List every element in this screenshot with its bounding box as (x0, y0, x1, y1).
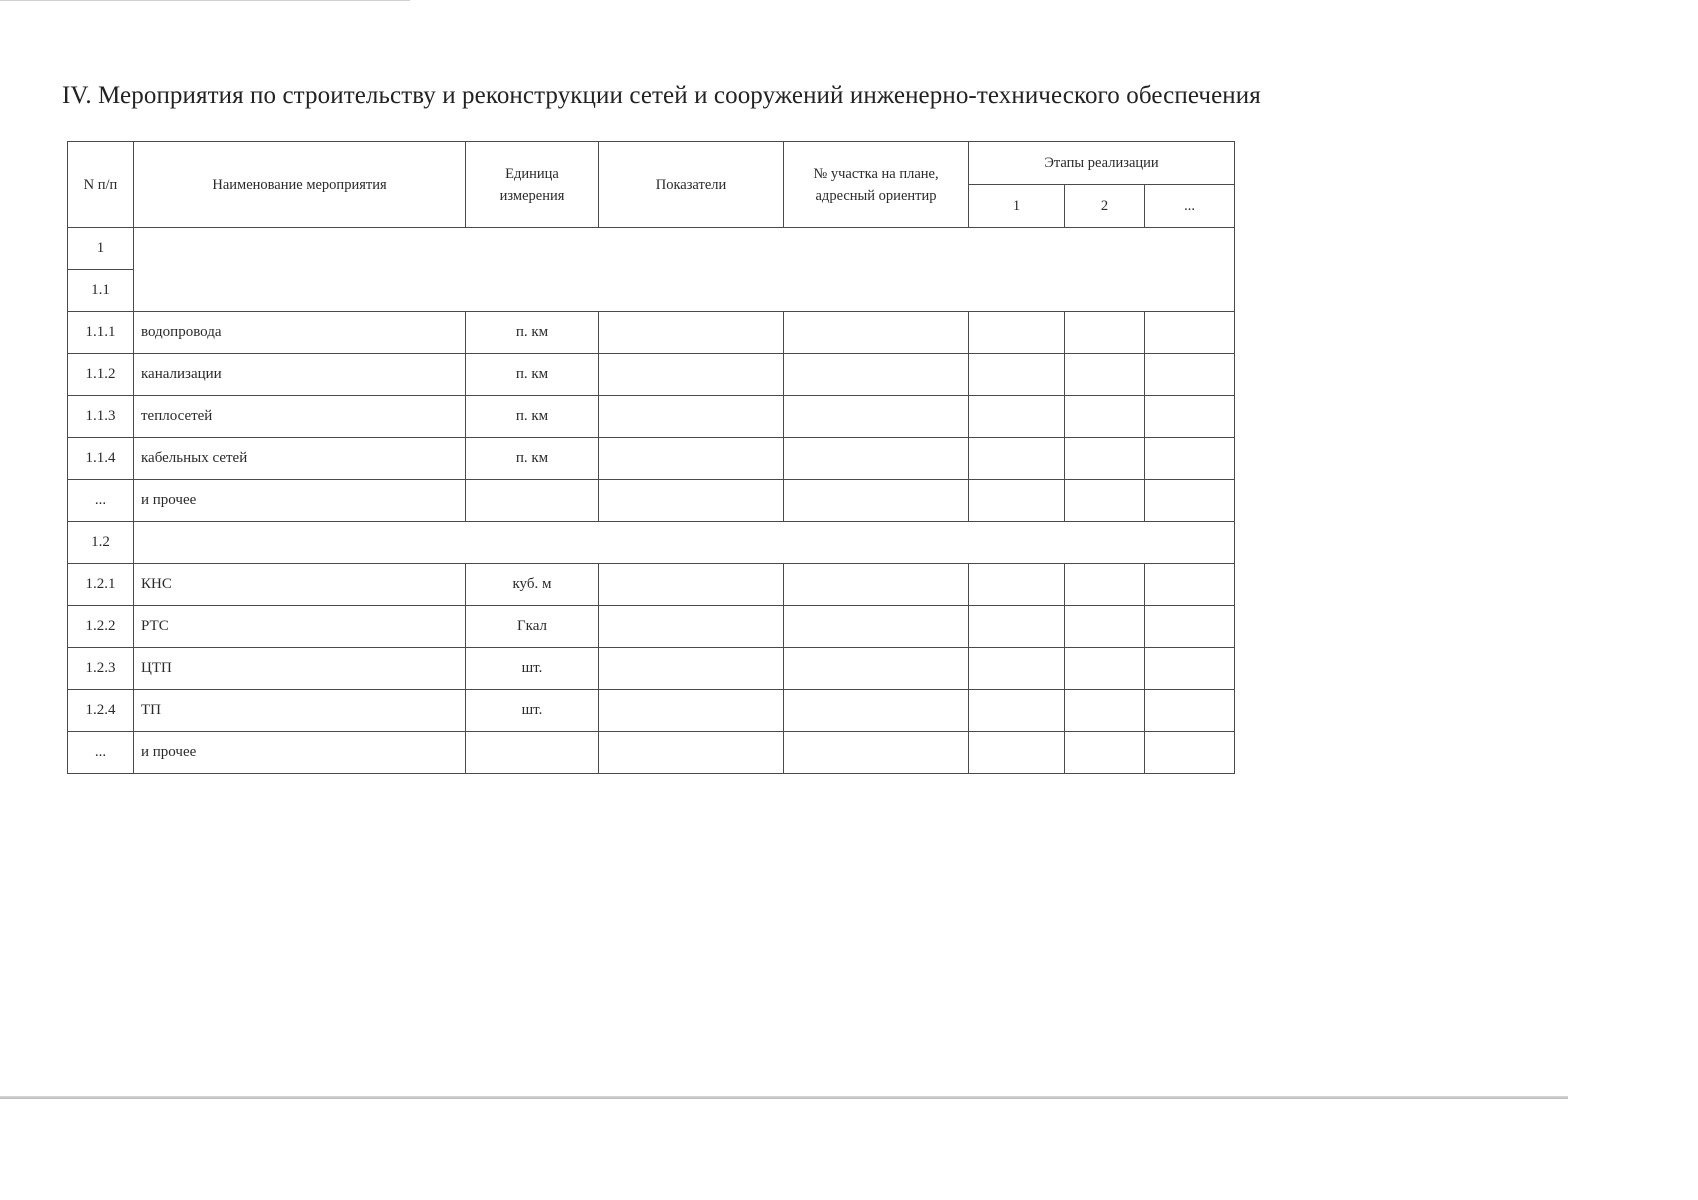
table-row (68, 690, 1235, 732)
header-indicators: Показатели (599, 142, 784, 228)
row-plot-cell (784, 312, 969, 354)
row-indicators-cell (599, 480, 784, 522)
row-num: 1.2.2 (68, 606, 134, 648)
row-stage2-cell (1065, 564, 1145, 606)
table-row (68, 438, 1235, 480)
row-stage2-cell (1065, 606, 1145, 648)
row-num: 1.2.3 (68, 648, 134, 690)
row-name: канализации (134, 354, 466, 396)
row-unit (466, 732, 599, 774)
row-unit: шт. (466, 648, 599, 690)
section-row (68, 228, 1235, 270)
table-row (68, 648, 1235, 690)
measures-table (67, 141, 1235, 774)
row-name: кабельных сетей (134, 438, 466, 480)
section-blank (134, 522, 1235, 564)
row-indicators-cell (599, 396, 784, 438)
row-num: ... (68, 732, 134, 774)
row-indicators-cell (599, 438, 784, 480)
table-row (68, 312, 1235, 354)
row-plot-cell (784, 606, 969, 648)
row-stage2-cell (1065, 312, 1145, 354)
row-stage1-cell (969, 732, 1065, 774)
row-num: 1.1.1 (68, 312, 134, 354)
header-unit-line2: измерения (499, 187, 565, 204)
row-stage-more-cell (1145, 396, 1235, 438)
row-unit: п. км (466, 354, 599, 396)
header-unit-line1: Единица (505, 165, 559, 182)
table-row (68, 396, 1235, 438)
row-stage2-cell (1065, 396, 1145, 438)
row-num: 1.2.4 (68, 690, 134, 732)
row-name: КНС (134, 564, 466, 606)
row-stage-more-cell (1145, 312, 1235, 354)
row-stage1-cell (969, 606, 1065, 648)
row-unit (466, 480, 599, 522)
row-name: РТС (134, 606, 466, 648)
row-stage-more-cell (1145, 564, 1235, 606)
row-name: ЦТП (134, 648, 466, 690)
header-unit (466, 142, 599, 228)
row-num: ... (68, 480, 134, 522)
row-plot-cell (784, 690, 969, 732)
row-num: 1.1.3 (68, 396, 134, 438)
row-stage2-cell (1065, 438, 1145, 480)
row-indicators-cell (599, 690, 784, 732)
scan-edge-top (0, 0, 410, 1)
row-stage-more-cell (1145, 480, 1235, 522)
row-name: и прочее (134, 480, 466, 522)
row-plot-cell (784, 480, 969, 522)
header-num: N п/п (68, 142, 134, 228)
section-num: 1.2 (68, 522, 134, 564)
row-name: водопровода (134, 312, 466, 354)
scan-edge-bottom (0, 1096, 1568, 1099)
row-stage-more-cell (1145, 732, 1235, 774)
row-unit: шт. (466, 690, 599, 732)
row-stage1-cell (969, 648, 1065, 690)
table-row (68, 564, 1235, 606)
row-unit: п. км (466, 312, 599, 354)
row-stage1-cell (969, 312, 1065, 354)
row-stage2-cell (1065, 480, 1145, 522)
row-num: 1.2.1 (68, 564, 134, 606)
header-plot-line1: № участка на плане, (813, 165, 939, 182)
header-plot (784, 142, 969, 228)
row-stage2-cell (1065, 354, 1145, 396)
row-name: ТП (134, 690, 466, 732)
row-stage2-cell (1065, 690, 1145, 732)
row-indicators-cell (599, 354, 784, 396)
row-indicators-cell (599, 606, 784, 648)
header-row (68, 142, 1235, 185)
row-stage1-cell (969, 564, 1065, 606)
table-row (68, 354, 1235, 396)
row-stage1-cell (969, 690, 1065, 732)
row-plot-cell (784, 648, 969, 690)
row-indicators-cell (599, 732, 784, 774)
row-plot-cell (784, 396, 969, 438)
row-num: 1.1.4 (68, 438, 134, 480)
header-stages: Этапы реализации (969, 142, 1235, 185)
row-plot-cell (784, 564, 969, 606)
table-row (68, 606, 1235, 648)
table-row (68, 732, 1235, 774)
row-indicators-cell (599, 648, 784, 690)
header-name: Наименование мероприятия (134, 142, 466, 228)
row-unit: п. км (466, 438, 599, 480)
header-stage-more: ... (1145, 185, 1235, 228)
row-unit: куб. м (466, 564, 599, 606)
row-indicators-cell (599, 312, 784, 354)
header-plot-line2: адресный ориентир (815, 187, 937, 204)
row-indicators-cell (599, 564, 784, 606)
row-stage1-cell (969, 438, 1065, 480)
header-stage-1: 1 (969, 185, 1065, 228)
row-name: и прочее (134, 732, 466, 774)
page-title: IV. Мероприятия по строительству и реконструкции сетей и сооружений инженерно-технического обеспечения (62, 82, 1261, 109)
row-stage-more-cell (1145, 606, 1235, 648)
table-row (68, 480, 1235, 522)
section-blank (134, 228, 1235, 312)
row-unit: п. км (466, 396, 599, 438)
row-unit: Гкал (466, 606, 599, 648)
section-num: 1 (68, 228, 134, 270)
row-stage1-cell (969, 396, 1065, 438)
row-plot-cell (784, 732, 969, 774)
row-num: 1.1.2 (68, 354, 134, 396)
header-stage-2: 2 (1065, 185, 1145, 228)
row-stage-more-cell (1145, 438, 1235, 480)
row-stage-more-cell (1145, 690, 1235, 732)
row-stage-more-cell (1145, 354, 1235, 396)
row-plot-cell (784, 354, 969, 396)
row-plot-cell (784, 438, 969, 480)
row-stage1-cell (969, 354, 1065, 396)
row-name: теплосетей (134, 396, 466, 438)
row-stage1-cell (969, 480, 1065, 522)
row-stage2-cell (1065, 732, 1145, 774)
section-num: 1.1 (68, 270, 134, 312)
row-stage-more-cell (1145, 648, 1235, 690)
section-row (68, 522, 1235, 564)
row-stage2-cell (1065, 648, 1145, 690)
